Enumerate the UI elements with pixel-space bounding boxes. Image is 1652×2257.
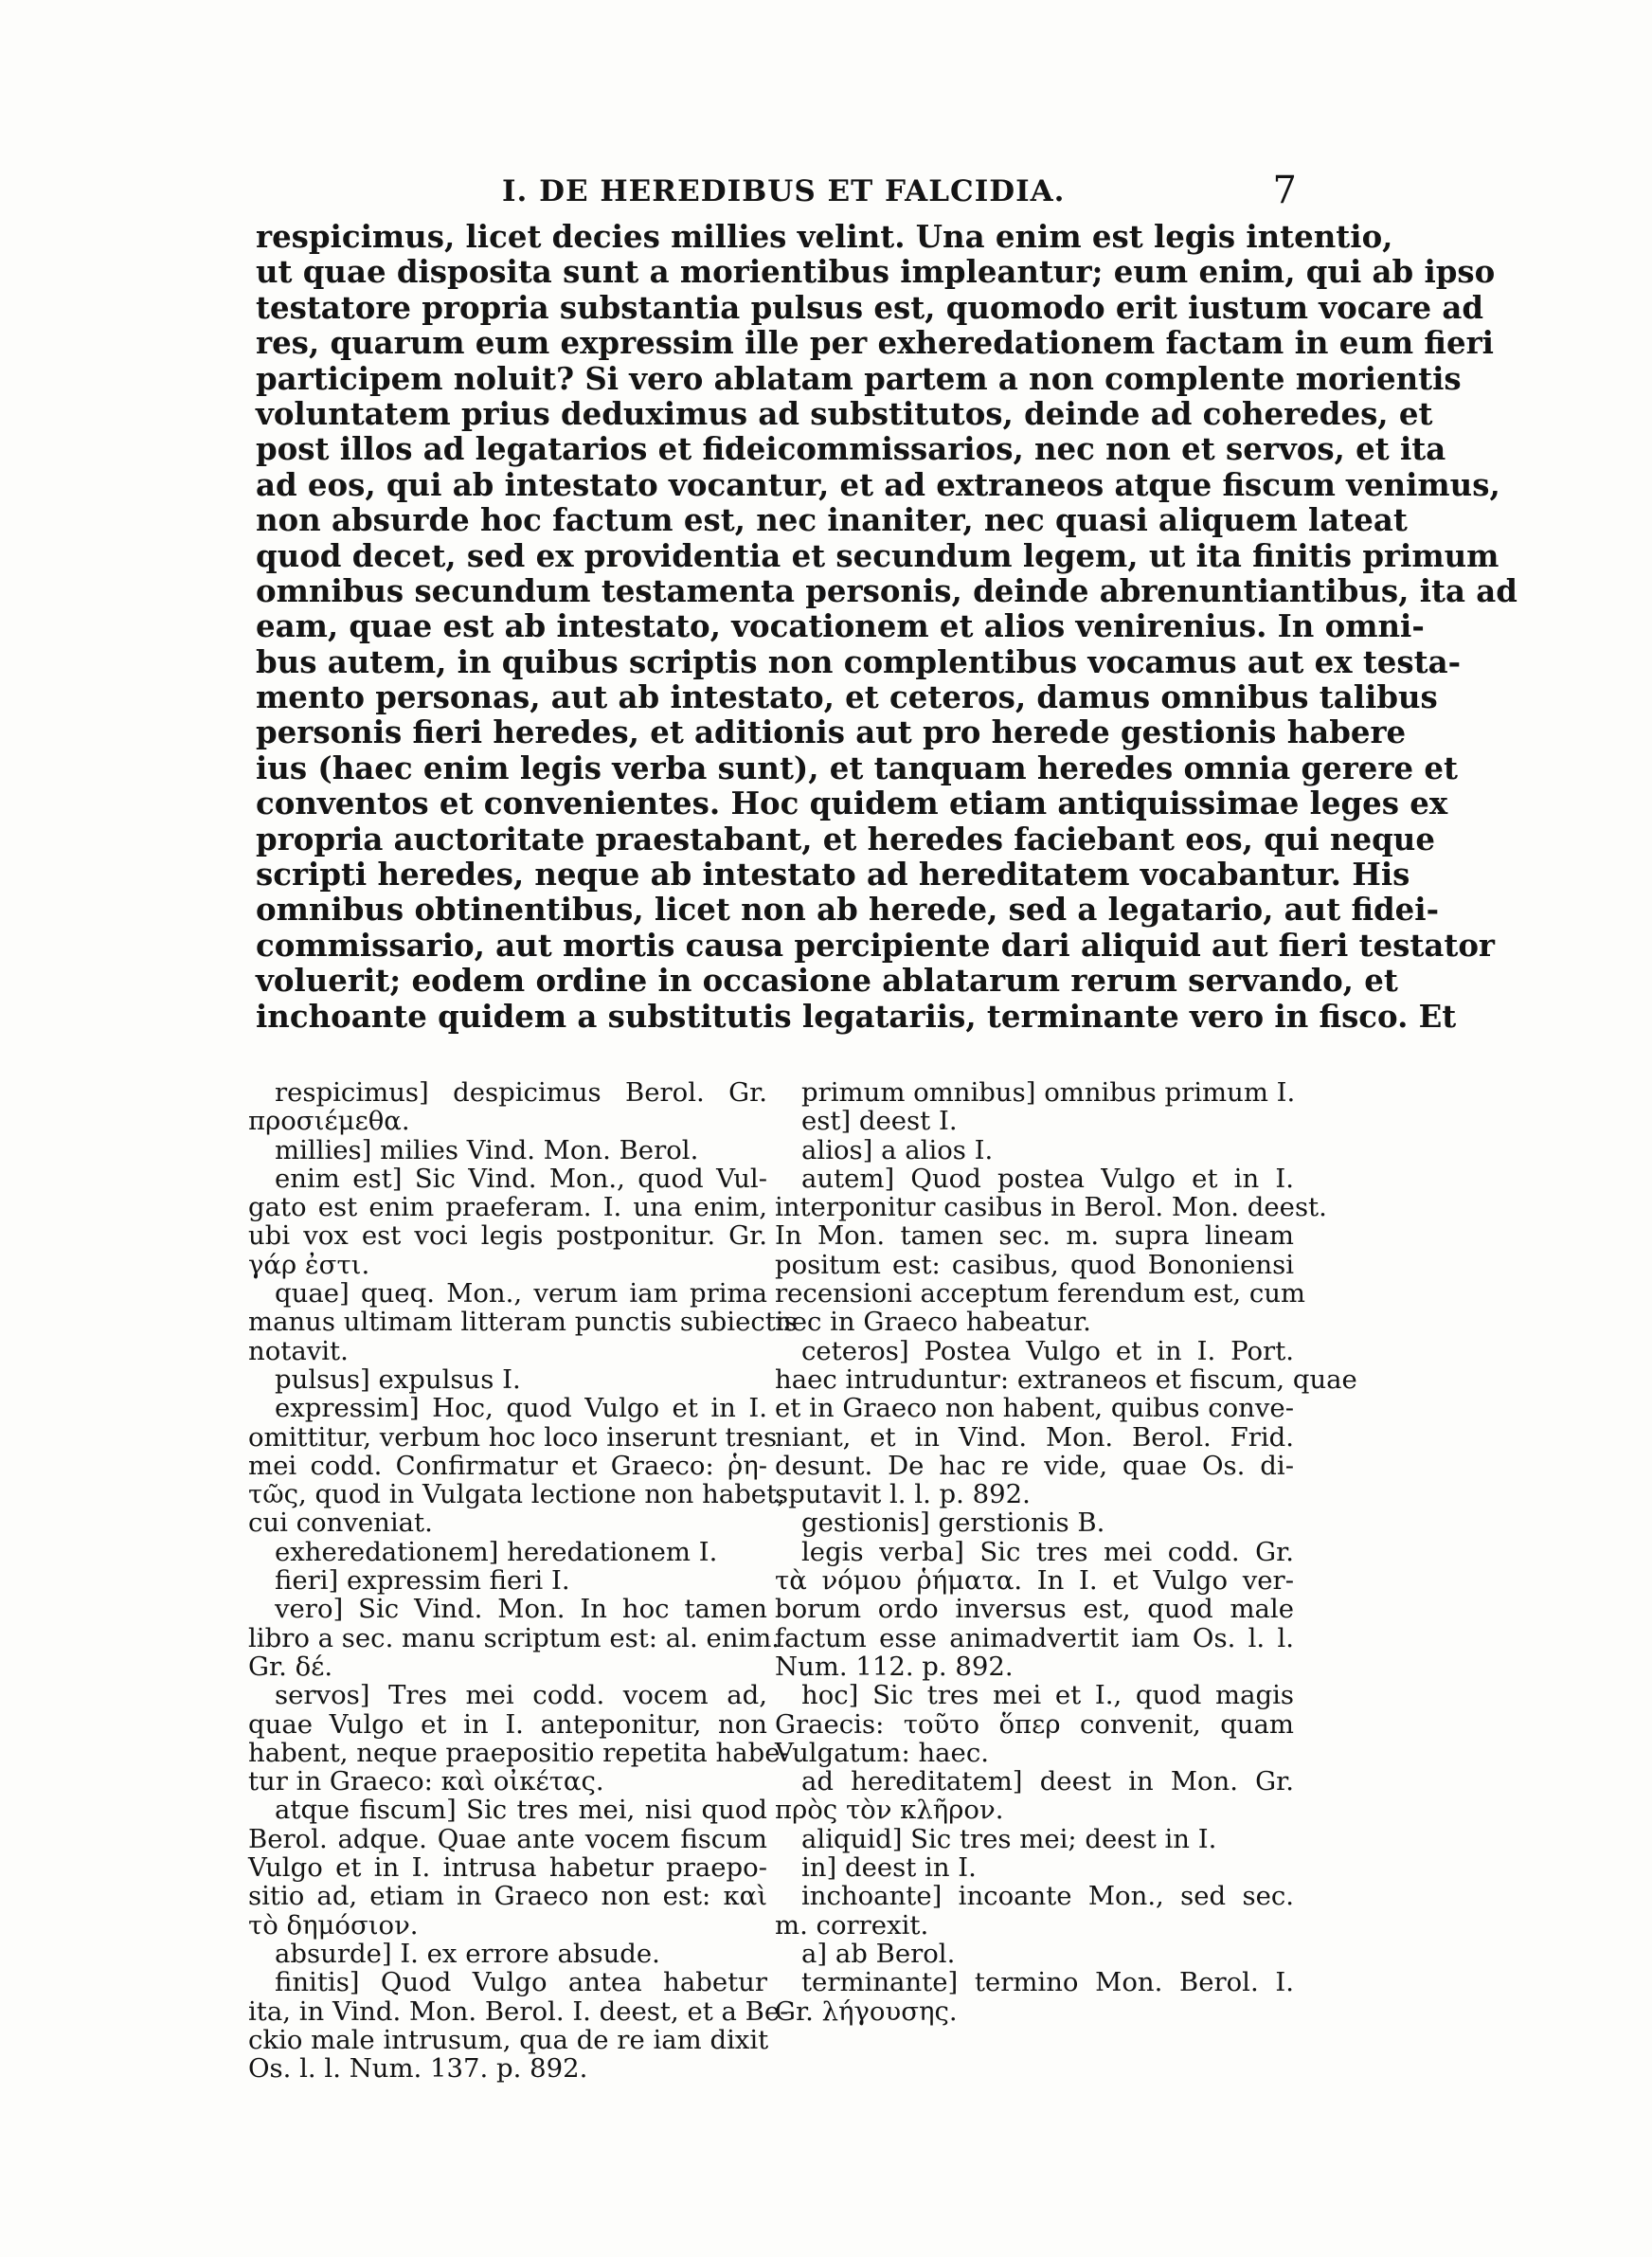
footnote-line: ad hereditatem] deest in Mon. Gr. bbox=[801, 1766, 1294, 1797]
main-text-line: quod decet, sed ex providentia et secundum legem, ut ita finitis primum bbox=[256, 537, 1499, 574]
footnote-line: notavit. bbox=[248, 1335, 349, 1366]
footnote-line: ita, in Vind. Mon. Berol. I. deest, et a Be- bbox=[248, 1995, 789, 2027]
main-text-line: testatore propria substantia pulsus est, quomodo erit iustum vocare ad bbox=[256, 289, 1484, 326]
main-text-line: mento personas, aut ab intestato, et ceteros, damus omnibus talibus bbox=[256, 679, 1438, 716]
footnote-line: quae] queq. Mon., verum iam prima bbox=[275, 1278, 767, 1309]
main-text-block bbox=[256, 219, 1517, 1035]
footnote-line: atque fiscum] Sic tres mei, nisi quod bbox=[275, 1795, 767, 1826]
main-text-line: post illos ad legatarios et fideicommissarios, nec non et servos, et ita bbox=[256, 431, 1446, 468]
footnote-line: fieri] expressim fieri I. bbox=[275, 1565, 570, 1597]
footnote-line: a] ab Berol. bbox=[801, 1938, 956, 1969]
main-text-line: ut quae disposita sunt a morientibus impleantur; eum enim, qui ab ipso bbox=[256, 254, 1496, 291]
footnote-line: Num. 112. p. 892. bbox=[775, 1651, 1014, 1682]
footnote-line: alios] a alios I. bbox=[801, 1134, 994, 1165]
footnote-line: desunt. De hac re vide, quae Os. di- bbox=[775, 1450, 1294, 1481]
footnote-line: exheredationem] heredationem I. bbox=[275, 1536, 718, 1567]
footnote-line: Vulgo et in I. intrusa habetur praepo- bbox=[248, 1852, 767, 1884]
footnote-line: in] deest in I. bbox=[801, 1852, 977, 1884]
footnote-line: Vulgatum: haec. bbox=[775, 1737, 989, 1768]
main-text-line: non absurde hoc factum est, nec inaniter, nec quasi aliquem lateat bbox=[256, 502, 1408, 539]
footnote-line: In Mon. tamen sec. m. supra lineam bbox=[775, 1220, 1294, 1252]
footnote-line: est] deest I. bbox=[801, 1106, 958, 1137]
footnote-line: προσιέμεθα. bbox=[248, 1106, 410, 1137]
main-text-line: omnibus secundum testamenta personis, deinde abrenuntiantibus, ita ad bbox=[256, 572, 1517, 609]
footnote-line: et in Graeco non habent, quibus conve- bbox=[775, 1393, 1294, 1424]
main-text-line: voluerit; eodem ordine in occasione ablatarum rerum servando, et bbox=[256, 963, 1398, 1000]
main-text-line: conventos et convenientes. Hoc quidem etiam antiquissimae leges ex bbox=[256, 785, 1448, 822]
main-text-line: eam, quae est ab intestato, vocationem et alios venirenius. In omni- bbox=[256, 608, 1425, 645]
footnote-line: inchoante] incoante Mon., sed sec. bbox=[801, 1881, 1294, 1912]
footnotes-left-column bbox=[248, 1077, 798, 2085]
footnote-line: gato est enim praeferam. I. una enim, bbox=[248, 1192, 767, 1223]
footnote-line: aliquid] Sic tres mei; deest in I. bbox=[801, 1823, 1217, 1854]
footnote-line: factum esse animadvertit iam Os. l. l. bbox=[775, 1622, 1294, 1653]
footnote-line: recensioni acceptum ferendum est, cum bbox=[775, 1278, 1306, 1309]
main-text-line: inchoante quidem a substitutis legatariis, terminante vero in fisco. Et bbox=[256, 998, 1457, 1035]
footnote-line: legis verba] Sic tres mei codd. Gr. bbox=[801, 1536, 1294, 1567]
footnote-line: finitis] Quod Vulgo antea habetur bbox=[275, 1967, 767, 1998]
main-text-line: res, quarum eum expressim ille per exheredationem factam in eum fieri bbox=[256, 325, 1494, 362]
page-number: 7 bbox=[1272, 169, 1298, 212]
main-text-line: bus autem, in quibus scriptis non complentibus vocamus aut ex testa- bbox=[256, 643, 1462, 680]
footnote-line: omittitur, verbum hoc loco inserunt tres bbox=[248, 1421, 778, 1453]
footnote-line: gestionis] gerstionis B. bbox=[801, 1508, 1105, 1539]
footnote-line: mei codd. Confirmatur et Graeco: ῥη- bbox=[248, 1450, 767, 1481]
main-text-line: voluntatem prius deduximus ad substitutos, deinde ad coheredes, et bbox=[256, 395, 1433, 432]
main-text-line: personis fieri heredes, et aditionis aut pro herede gestionis habere bbox=[256, 714, 1407, 751]
footnote-line: nec in Graeco habeatur. bbox=[775, 1307, 1091, 1338]
footnote-line: terminante] termino Mon. Berol. I. bbox=[801, 1967, 1294, 1998]
footnote-line: τὸ δημόσιον. bbox=[248, 1909, 419, 1941]
footnote-line: habent, neque praepositio repetita habe- bbox=[248, 1737, 789, 1768]
main-text-line: respicimus, licet decies millies velint. Una enim est legis intentio, bbox=[256, 219, 1393, 255]
footnote-line: pulsus] expulsus I. bbox=[275, 1363, 521, 1395]
footnote-line: Os. l. l. Num. 137. p. 892. bbox=[248, 2053, 588, 2085]
footnote-line: cui conveniat. bbox=[248, 1508, 433, 1539]
footnote-line: Gr. λήγουσης. bbox=[775, 1995, 958, 2027]
footnote-line: autem] Quod postea Vulgo et in I. bbox=[801, 1163, 1294, 1194]
footnote-line: ceteros] Postea Vulgo et in I. Port. bbox=[801, 1335, 1294, 1366]
footnote-line: γάρ ἐστι. bbox=[248, 1249, 370, 1280]
footnote-line: borum ordo inversus est, quod male bbox=[775, 1594, 1294, 1625]
footnote-line: quae Vulgo et in I. anteponitur, non bbox=[248, 1708, 767, 1740]
footnote-line: servos] Tres mei codd. vocem ad, bbox=[275, 1680, 767, 1711]
footnote-line: haec intruduntur: extraneos et fiscum, quae bbox=[775, 1363, 1357, 1395]
footnote-line: enim est] Sic Vind. Mon., quod Vul- bbox=[275, 1163, 767, 1194]
footnote-line: libro a sec. manu scriptum est: al. enim. bbox=[248, 1622, 781, 1653]
footnote-line: ubi vox est voci legis postponitur. Gr. bbox=[248, 1220, 767, 1252]
footnote-line: Gr. δέ. bbox=[248, 1651, 333, 1682]
footnote-line: expressim] Hoc, quod Vulgo et in I. bbox=[275, 1393, 767, 1424]
main-text-line: scripti heredes, neque ab intestato ad hereditatem vocabantur. His bbox=[256, 857, 1410, 894]
footnotes-right-column bbox=[775, 1077, 1357, 2027]
main-text-line: propria auctoritate praestabant, et heredes faciebant eos, qui neque bbox=[256, 821, 1435, 858]
footnote-line: hoc] Sic tres mei et I., quod magis bbox=[801, 1680, 1294, 1711]
footnote-line: Berol. adque. Quae ante vocem fiscum bbox=[248, 1823, 767, 1854]
footnote-line: vero] Sic Vind. Mon. In hoc tamen bbox=[275, 1594, 767, 1625]
main-text-line: participem noluit? Si vero ablatam partem a non complente morientis bbox=[256, 360, 1462, 397]
footnote-line: m. correxit. bbox=[775, 1909, 929, 1941]
footnote-line: tur in Graeco: καὶ οἰκέτας. bbox=[248, 1766, 604, 1797]
footnote-line: niant, et in Vind. Mon. Berol. Frid. bbox=[775, 1421, 1294, 1453]
footnote-line: respicimus] despicimus Berol. Gr. bbox=[275, 1077, 767, 1108]
main-text-line: ius (haec enim legis verba sunt), et tanquam heredes omnia gerere et bbox=[256, 749, 1458, 786]
footnote-line: τὰ νόμου ῥήματα. In I. et Vulgo ver- bbox=[775, 1565, 1294, 1597]
footnote-line: Graecis: τοῦτο ὅπερ convenit, quam bbox=[775, 1708, 1294, 1740]
main-text-line: ad eos, qui ab intestato vocantur, et ad extraneos atque fiscum venimus, bbox=[256, 466, 1500, 503]
footnote-line: millies] milies Vind. Mon. Berol. bbox=[275, 1134, 699, 1165]
footnote-line: manus ultimam litteram punctis subiectis bbox=[248, 1307, 798, 1338]
footnote-line: absurde] I. ex errore absude. bbox=[275, 1938, 660, 1969]
footnote-line: sputavit l. l. p. 892. bbox=[775, 1479, 1031, 1510]
running-head bbox=[258, 169, 1298, 216]
footnote-line: interponitur casibus in Berol. Mon. deest. bbox=[775, 1192, 1327, 1223]
footnote-line: τῶς, quod in Vulgata lectione non habet, bbox=[248, 1479, 785, 1510]
running-title: I. DE HEREDIBUS ET FALCIDIA. bbox=[502, 174, 1066, 208]
footnote-line: positum est: casibus, quod Bononiensi bbox=[775, 1249, 1294, 1280]
main-text-line: omnibus obtinentibus, licet non ab herede, sed a legatario, aut fidei- bbox=[256, 892, 1440, 929]
footnote-line: sitio ad, etiam in Graeco non est: καὶ bbox=[248, 1881, 767, 1912]
footnote-line: ckio male intrusum, qua de re iam dixit bbox=[248, 2024, 769, 2055]
main-text-line: commissario, aut mortis causa percipiente dari aliquid aut fieri testator bbox=[256, 927, 1495, 964]
footnote-line: πρὸς τὸν κλῆρον. bbox=[775, 1795, 1004, 1826]
footnote-line: primum omnibus] omnibus primum I. bbox=[801, 1077, 1296, 1108]
